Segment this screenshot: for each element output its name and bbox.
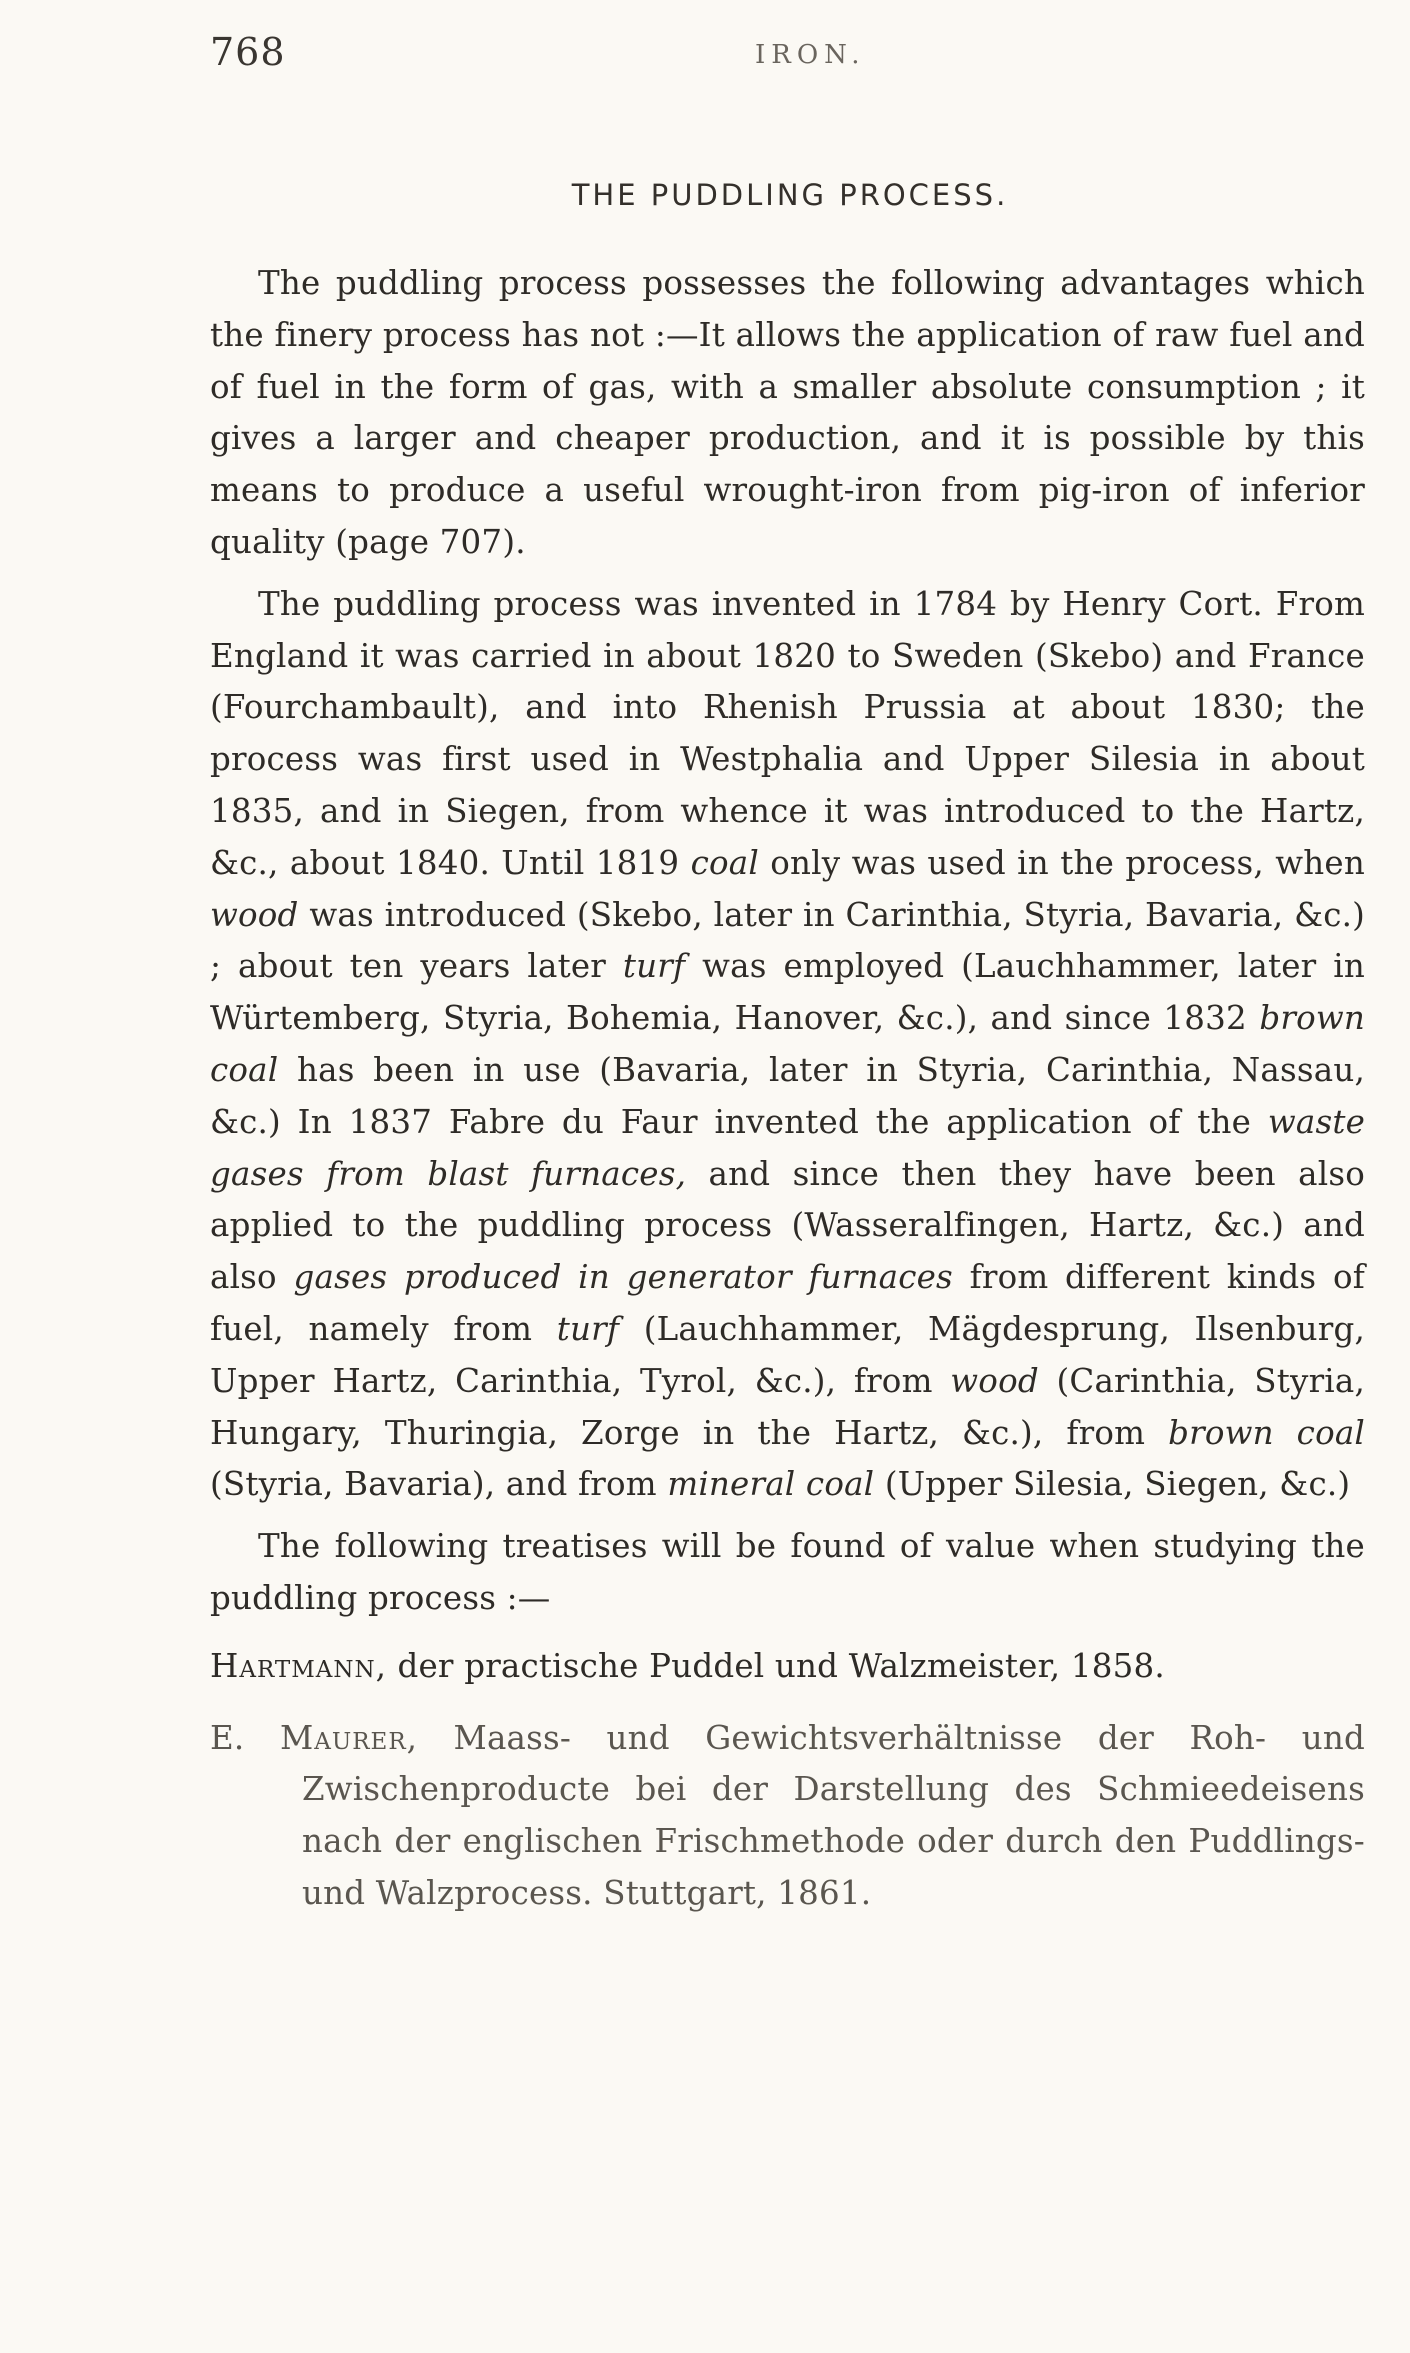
fuel-term-mineral-coal: mineral coal <box>667 1465 875 1504</box>
page-number: 768 <box>210 30 286 74</box>
history-text-4: was employed (Lauchhammer, later in Würtemberg, Styria, Bohemia, Hanover, &c.), and since 1832 <box>210 947 1365 1038</box>
history-text-11: (Upper Silesia, Siegen, &c.) <box>884 1465 1351 1504</box>
fuel-term-wood: wood <box>210 895 299 934</box>
running-head <box>210 30 1370 90</box>
paragraph-advantages: The puddling process possesses the following advantages which the finery process has not :—It allows the application of raw fuel and of fuel in the form of gas, with a smaller absolute consumption ; it gives a larger and cheaper production, and it is possible by this means to produce a useful wrought-iron from pig-iron of inferior quality (page 707). <box>210 264 1365 561</box>
history-text-7: from different kinds of fuel, namely from <box>210 1258 1366 1348</box>
section-heading: THE PUDDLING PROCESS. <box>571 178 1009 212</box>
fuel-term-turf-2: turf <box>556 1309 620 1348</box>
reference-hartmann <box>210 1641 1365 1693</box>
reference-initial: E. <box>210 1718 245 1757</box>
fuel-term-brown-coal: brown coal <box>210 999 1365 1089</box>
fuel-term-brown-coal-2: brown coal <box>1168 1413 1366 1452</box>
history-text-1: The puddling process was invented in 1784 by Henry Cort. From England it was carried in about 1820 to Sweden (Skebo) and France (Fourchambault), and into Rhenish Prussia at about 1830; the process was first used in Westphalia and Upper Silesia in about 1835, and in Siegen, from whence it was introduced to the Hartz, &c., about 1840. Until 1819 <box>210 584 1365 882</box>
history-text-9: (Carinthia, Styria, Hungary, Thuringia, Zorge in the Hartz, &c.), from <box>210 1361 1366 1452</box>
paragraph-treatises: The following treatises will be found of value when studying the puddling process :— <box>210 1527 1365 1617</box>
history-text-2: only was used in the process, when <box>770 843 1365 882</box>
history-text-8: (Lauchhammer, Mägdesprung, Ilsenburg, Upper Hartz, Carinthia, Tyrol, &c.), from <box>210 1309 1366 1400</box>
reference-text: Maass- und Gewichtsverhältnisse der Roh- und Zwischenproducte bei der Darstellung des Schmieedeisens nach der englischen Frischmethode oder durch den Puddlings- und Walzprocess. Stuttgart, 1861. <box>302 1718 1365 1912</box>
fuel-term-waste-gases: waste gases from blast furnaces, <box>210 1102 1366 1193</box>
history-text-5: has been in use (Bavaria, later in Styria, Carinthia, Nassau, &c.) In 1837 Fabre du Faur invented the application of the <box>210 1050 1366 1141</box>
fuel-term-coal: coal <box>690 843 759 882</box>
paragraph-history <box>210 579 1365 1511</box>
history-text-3: was introduced (Skebo, later in Carinthia, Styria, Bavaria, &c.) ; about ten years later <box>210 895 1366 986</box>
reference-author: Hartmann, <box>210 1646 387 1685</box>
body-text <box>210 258 1365 1920</box>
fuel-term-turf: turf <box>622 947 686 986</box>
reference-maurer <box>210 1713 1365 1920</box>
history-text-10: (Styria, Bavaria), and from <box>210 1465 657 1504</box>
reference-text: der practische Puddel und Walzmeister, 1858. <box>397 1646 1165 1685</box>
fuel-term-wood-2: wood <box>950 1361 1039 1400</box>
running-title: IRON. <box>755 40 866 70</box>
reference-author: Maurer, <box>279 1718 418 1757</box>
fuel-term-generator-gases: gases produced in generator furnaces <box>293 1258 953 1297</box>
history-text-6: and since then they have been also applied to the puddling process (Wasseralfingen, Hartz, &c.) and also <box>210 1154 1365 1297</box>
